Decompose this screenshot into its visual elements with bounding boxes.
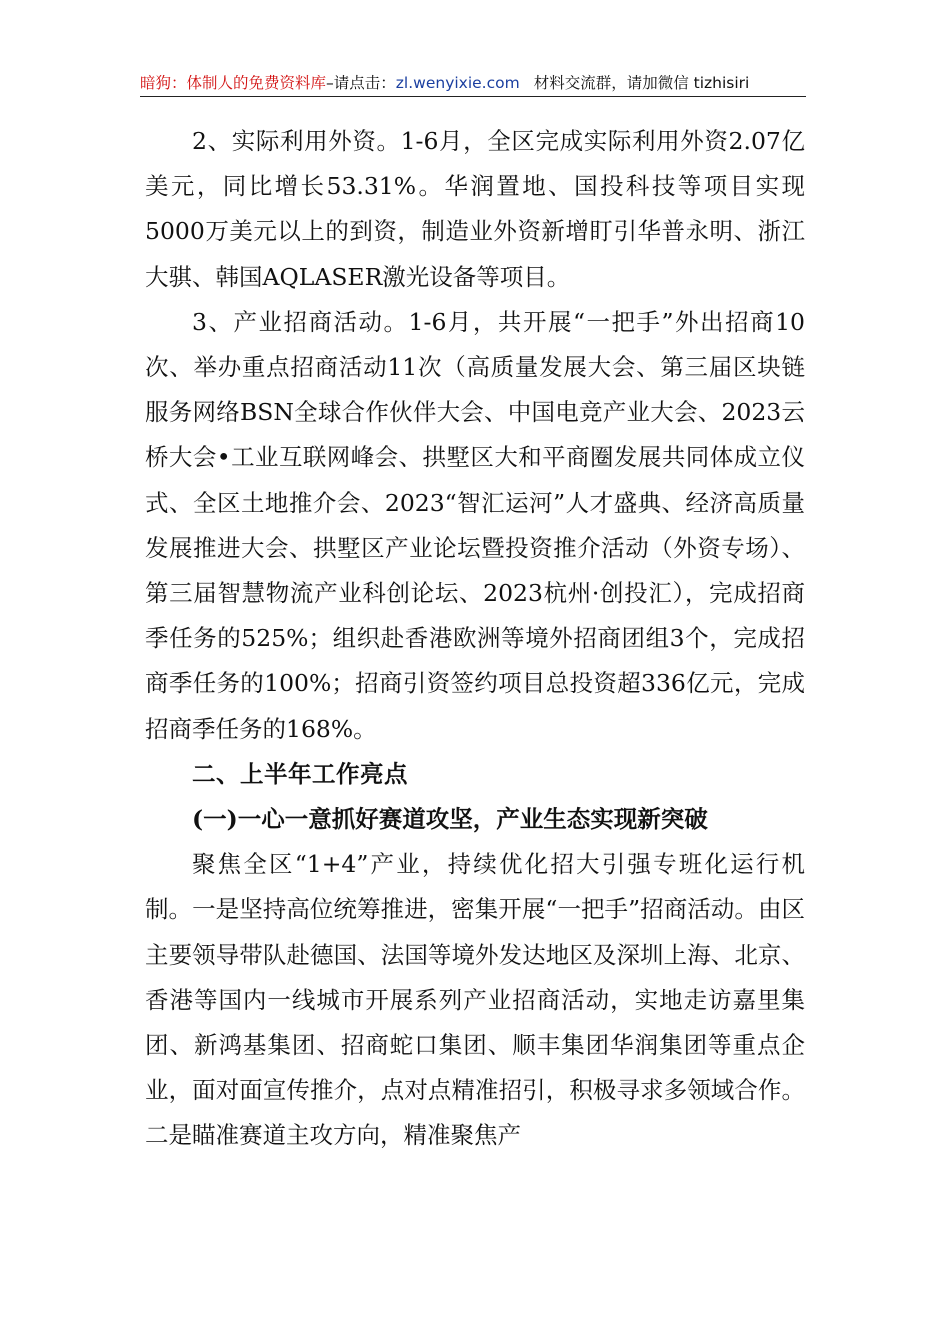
section-heading: 二、上半年工作亮点: [192, 759, 408, 788]
paragraph-focus: 聚焦全区“1+4”产业，持续优化招大引强专班化运行机制。一是坚持高位统筹推进，密集开展“一把手”招商活动。由区主要领导带队赴德国、法国等境外发达地区及深圳上海、北京、香港等国内一线城市开展系列产业招商活动，实地走访嘉里集团、新鸿基集团、招商蛇口集团、顺丰集团华润集团等重点企业，面对面宣传推介，点对点精准招引，积极寻求多领域合作。二是瞄准赛道主攻方向，精准聚焦产: [145, 850, 805, 1150]
header-divider: [140, 96, 806, 97]
document-body: [145, 119, 805, 1159]
header-url-link[interactable]: zl.wenyixie.com: [395, 74, 520, 92]
header-click-prompt: –请点击：: [326, 74, 396, 92]
header-site-name: 暗狗：体制人的免费资料库: [140, 74, 327, 92]
subsection-heading: (一)一心一意抓好赛道攻坚，产业生态实现新突破: [192, 805, 708, 834]
paragraph-investment-activities: 3、产业招商活动。1-6月，共开展“一把手”外出招商10次、举办重点招商活动11次（高质量发展大会、第三届区块链服务网络BSN全球合作伙伴大会、中国电竞产业大会、2023云桥大会•工业互联网峰会、拱墅区大和平商圈发展共同体成立仪式、全区土地推介会、2023“智汇运河”人才盛典、经济高质量发展推进大会、拱墅区产业论坛暨投资推介活动（外资专场）、第三届智慧物流产业科创论坛、2023杭州·创投汇），完成招商季任务的525%；组织赴香港欧洲等境外招商团组3个，完成招商季任务的100%；招商引资签约项目总投资超336亿元，完成招商季任务的168%。: [145, 307, 805, 743]
page-header: [140, 70, 806, 96]
header-wechat-note: 材料交流群，请加微信 tizhisiri: [533, 74, 750, 92]
paragraph-foreign-investment: 2、实际利用外资。1-6月，全区完成实际利用外资2.07亿美元，同比增长53.31%。华润置地、国投科技等项目实现5000万美元以上的到资，制造业外资新增盯引华普永明、浙江大骐、韩国AQLASER激光设备等项目。: [145, 127, 805, 291]
